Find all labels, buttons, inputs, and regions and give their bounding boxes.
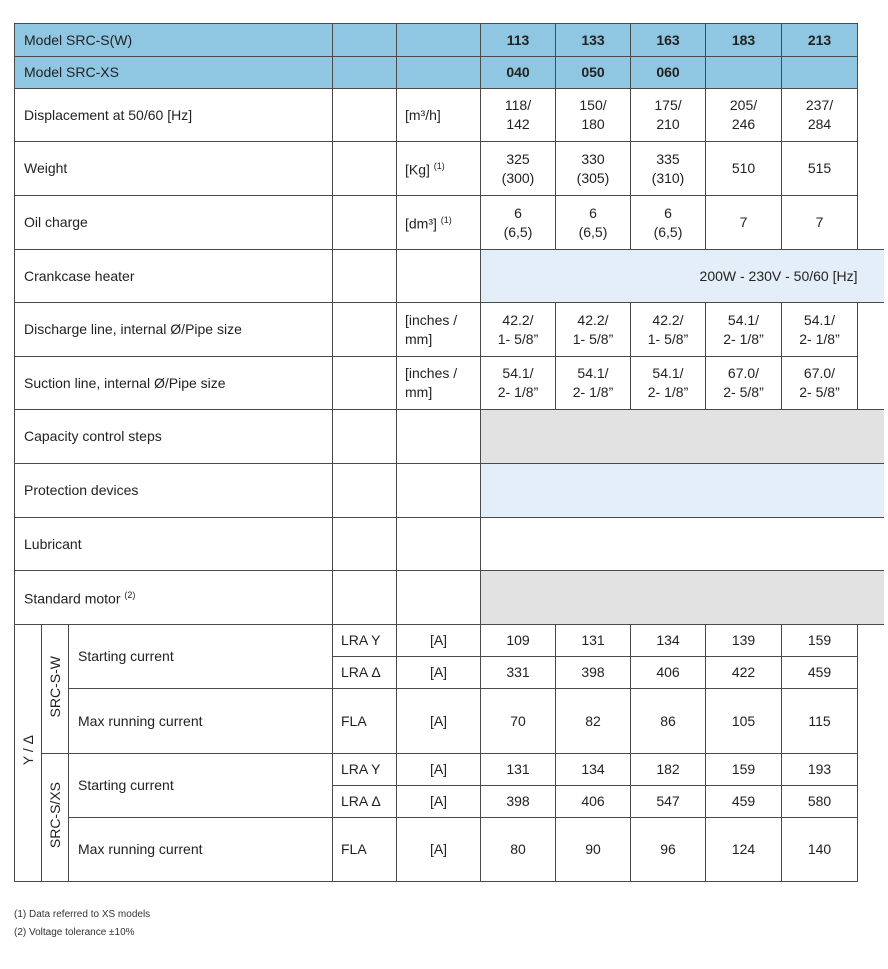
empty-cell bbox=[397, 57, 481, 89]
empty-cell bbox=[333, 196, 397, 250]
cell-text: 2- 5/8” bbox=[799, 384, 840, 400]
row-capacity bbox=[15, 410, 884, 464]
code-cell: LRA Δ bbox=[333, 786, 397, 818]
cell-text: (2) bbox=[124, 590, 136, 601]
empty-cell bbox=[333, 24, 397, 57]
cell-text: 142 bbox=[506, 116, 530, 132]
cell-text: [inches / bbox=[405, 311, 458, 328]
cell-text: (310) bbox=[651, 169, 685, 186]
unit-cell bbox=[397, 357, 481, 410]
cell-text: 237/ bbox=[805, 97, 834, 113]
code-cell: LRA Δ bbox=[333, 657, 397, 689]
cell-text: [Kg] bbox=[405, 161, 430, 178]
unit-cell bbox=[397, 89, 481, 142]
row-srcsw-lra-y bbox=[15, 625, 884, 657]
value-cell bbox=[631, 303, 706, 357]
unit-cell bbox=[397, 142, 481, 196]
cell-text: 2- 1/8” bbox=[799, 330, 840, 347]
unit-cell bbox=[397, 196, 481, 250]
value-cell bbox=[782, 89, 858, 142]
cell-text: Y / Δ bbox=[19, 735, 36, 766]
cell-text: 6 bbox=[664, 204, 672, 221]
y-delta-label bbox=[15, 625, 42, 882]
cell-text: 515 bbox=[807, 160, 832, 176]
row-displacement bbox=[15, 89, 884, 142]
value-cell bbox=[782, 57, 858, 89]
empty-cell bbox=[397, 464, 481, 518]
empty-cell bbox=[333, 303, 397, 357]
unit-cell: [A] bbox=[397, 657, 481, 689]
value-cell: 159 bbox=[782, 625, 858, 657]
code-cell: FLA bbox=[333, 818, 397, 882]
cell-text: [dm³] bbox=[405, 215, 437, 232]
empty-cell bbox=[858, 196, 884, 250]
cell-text: 54.1/ bbox=[502, 365, 534, 381]
value-cell: 133 bbox=[556, 24, 631, 57]
cell-text: mm] bbox=[405, 330, 433, 347]
row-lubricant bbox=[15, 518, 884, 571]
value-cell: 70 bbox=[481, 689, 556, 754]
cell-text: 7 bbox=[739, 214, 748, 230]
value-cell bbox=[631, 357, 706, 410]
value-cell: 131 bbox=[556, 625, 631, 657]
cell-text: 42.2/ bbox=[502, 311, 534, 328]
unit-cell: [A] bbox=[397, 754, 481, 786]
value-cell: 90 bbox=[556, 818, 631, 882]
footnote-2: (2) Voltage tolerance ±10% bbox=[14, 927, 135, 938]
cell-text: 2- 1/8” bbox=[572, 384, 614, 400]
row-oil bbox=[15, 196, 884, 250]
value-cell: 050 bbox=[556, 57, 631, 89]
value-cell: 80 bbox=[481, 818, 556, 882]
cell-text: 67.0/ bbox=[803, 365, 836, 381]
empty-cell bbox=[858, 818, 884, 882]
cell-text: (6,5) bbox=[653, 223, 683, 240]
row-label: Starting current bbox=[69, 754, 333, 818]
crankcase-value: 200W - 230V - 50/60 [Hz] bbox=[481, 250, 884, 303]
cell-text: 1- 5/8” bbox=[647, 330, 689, 347]
cell-text: 246 bbox=[731, 116, 756, 132]
value-cell: 82 bbox=[556, 689, 631, 754]
unit-cell: [A] bbox=[397, 689, 481, 754]
value-cell: 182 bbox=[631, 754, 706, 786]
row-srcsw-fla bbox=[15, 689, 884, 754]
empty-cell bbox=[858, 689, 884, 754]
value-cell: 134 bbox=[631, 625, 706, 657]
cell-text: 2- 1/8” bbox=[723, 330, 764, 347]
value-cell: 213 bbox=[782, 24, 858, 57]
footnote-1: (1) Data referred to XS models bbox=[14, 909, 151, 920]
cell-text: 6 bbox=[514, 204, 522, 221]
empty-cell bbox=[397, 571, 481, 625]
empty-cell bbox=[858, 303, 884, 357]
cell-text: (1) bbox=[433, 161, 445, 172]
value-cell: 547 bbox=[631, 786, 706, 818]
empty-cell bbox=[333, 410, 397, 464]
empty-cell bbox=[858, 357, 884, 410]
value-cell: 113 bbox=[481, 24, 556, 57]
cell-text: 335 bbox=[656, 150, 680, 167]
value-cell: 406 bbox=[556, 786, 631, 818]
value-cell bbox=[481, 89, 556, 142]
cell-text: 210 bbox=[656, 116, 680, 132]
value-cell bbox=[631, 142, 706, 196]
empty-cell bbox=[858, 786, 884, 818]
value-cell: 193 bbox=[782, 754, 858, 786]
row-label: Oil charge bbox=[15, 196, 333, 250]
empty-cell bbox=[333, 142, 397, 196]
cell-text: [inches / bbox=[405, 365, 458, 381]
code-cell: LRA Y bbox=[333, 625, 397, 657]
empty-cell bbox=[858, 24, 884, 57]
empty-cell bbox=[858, 657, 884, 689]
row-srcsxs-lra-y bbox=[15, 754, 884, 786]
cell-text: 42.2/ bbox=[577, 311, 609, 328]
row-label: Discharge line, internal Ø/Pipe size bbox=[15, 303, 333, 357]
cell-text: 54.1/ bbox=[727, 311, 760, 328]
value-cell bbox=[556, 196, 631, 250]
empty-cell bbox=[858, 625, 884, 657]
unit-cell: [A] bbox=[397, 818, 481, 882]
value-cell bbox=[481, 357, 556, 410]
value-cell bbox=[556, 303, 631, 357]
value-cell: 124 bbox=[706, 818, 782, 882]
row-label bbox=[15, 518, 333, 571]
empty-cell bbox=[333, 464, 397, 518]
cell-text: 42.2/ bbox=[652, 311, 684, 328]
row-label: Weight bbox=[15, 142, 333, 196]
cell-text: 54.1/ bbox=[577, 365, 609, 381]
cell-text: 54.1/ bbox=[652, 365, 684, 381]
value-cell: 459 bbox=[706, 786, 782, 818]
cell-text: Capacity control steps bbox=[24, 428, 162, 444]
value-cell bbox=[556, 357, 631, 410]
unit-cell: [A] bbox=[397, 625, 481, 657]
cell-text: 54.1/ bbox=[803, 311, 836, 328]
value-cell bbox=[556, 89, 631, 142]
value-cell: 134 bbox=[556, 754, 631, 786]
cell-text: 284 bbox=[807, 116, 832, 132]
cell-text: 1- 5/8” bbox=[572, 330, 614, 347]
cell-text: (1) bbox=[440, 215, 452, 226]
value-cell: 109 bbox=[481, 625, 556, 657]
cell-text: (6,5) bbox=[503, 223, 533, 240]
empty-cell bbox=[333, 89, 397, 142]
cell-text: 2- 1/8” bbox=[647, 384, 689, 400]
row-label bbox=[15, 464, 333, 518]
header-row-srcxs bbox=[15, 57, 884, 89]
value-cell: 422 bbox=[706, 657, 782, 689]
value-cell: 139 bbox=[706, 625, 782, 657]
row-crankcase bbox=[15, 250, 884, 303]
empty-cell bbox=[333, 571, 397, 625]
cell-text: 510 bbox=[731, 160, 756, 176]
value-cell bbox=[782, 357, 858, 410]
cell-text: 150/ bbox=[579, 97, 607, 113]
row-discharge bbox=[15, 303, 884, 357]
lubricant-value bbox=[481, 518, 884, 571]
cell-text: 205/ bbox=[729, 97, 758, 113]
series-label bbox=[42, 754, 69, 882]
value-cell bbox=[706, 89, 782, 142]
empty-cell bbox=[333, 250, 397, 303]
code-cell: FLA bbox=[333, 689, 397, 754]
cell-text: 180 bbox=[581, 116, 605, 132]
row-label: Max running current bbox=[69, 818, 333, 882]
value-cell bbox=[782, 303, 858, 357]
value-cell: 140 bbox=[782, 818, 858, 882]
value-cell: 398 bbox=[556, 657, 631, 689]
value-cell bbox=[481, 142, 556, 196]
row-label bbox=[15, 410, 333, 464]
spec-table bbox=[14, 23, 884, 882]
value-cell bbox=[706, 196, 782, 250]
cell-text: 1- 5/8” bbox=[497, 330, 539, 347]
value-cell bbox=[706, 357, 782, 410]
value-cell: 86 bbox=[631, 689, 706, 754]
model-label: Model SRC-XS bbox=[15, 57, 333, 89]
value-cell: 131 bbox=[481, 754, 556, 786]
row-weight bbox=[15, 142, 884, 196]
cell-text: [m³/h] bbox=[405, 106, 441, 123]
value-cell bbox=[782, 196, 858, 250]
value-cell: 163 bbox=[631, 24, 706, 57]
cell-text: (305) bbox=[576, 169, 610, 186]
empty-cell bbox=[397, 250, 481, 303]
row-motor bbox=[15, 571, 884, 625]
cell-text: (6,5) bbox=[578, 223, 608, 240]
capacity-value bbox=[481, 410, 884, 464]
value-cell: 060 bbox=[631, 57, 706, 89]
unit-cell bbox=[397, 303, 481, 357]
value-cell bbox=[631, 196, 706, 250]
empty-cell bbox=[397, 410, 481, 464]
value-cell: 398 bbox=[481, 786, 556, 818]
cell-text: 118/ bbox=[504, 97, 532, 113]
cell-text: 325 bbox=[506, 150, 530, 167]
header-row-srcsw bbox=[15, 24, 884, 57]
empty-cell bbox=[858, 142, 884, 196]
empty-cell bbox=[858, 57, 884, 89]
row-srcsxs-fla bbox=[15, 818, 884, 882]
value-cell: 459 bbox=[782, 657, 858, 689]
value-cell bbox=[631, 89, 706, 142]
value-cell: 115 bbox=[782, 689, 858, 754]
cell-text: (300) bbox=[501, 169, 535, 186]
row-suction bbox=[15, 357, 884, 410]
value-cell: 331 bbox=[481, 657, 556, 689]
value-cell: 580 bbox=[782, 786, 858, 818]
empty-cell bbox=[333, 57, 397, 89]
value-cell bbox=[556, 142, 631, 196]
cell-text: 175/ bbox=[654, 97, 682, 113]
protection-value bbox=[481, 464, 884, 518]
value-cell: 040 bbox=[481, 57, 556, 89]
code-cell: LRA Y bbox=[333, 754, 397, 786]
cell-text: 330 bbox=[581, 150, 605, 167]
empty-cell bbox=[858, 754, 884, 786]
cell-text: Standard motor bbox=[24, 590, 121, 607]
row-label: Suction line, internal Ø/Pipe size bbox=[15, 357, 333, 410]
cell-text: 67.0/ bbox=[727, 365, 760, 381]
value-cell bbox=[782, 142, 858, 196]
row-label: Max running current bbox=[69, 689, 333, 754]
cell-text: SRC-S/XS bbox=[46, 781, 63, 849]
cell-text: 2- 5/8” bbox=[723, 384, 764, 400]
value-cell: 406 bbox=[631, 657, 706, 689]
series-label bbox=[42, 625, 69, 754]
value-cell bbox=[706, 303, 782, 357]
row-label: Starting current bbox=[69, 625, 333, 689]
cell-text: 7 bbox=[815, 214, 824, 230]
cell-text: Protection devices bbox=[24, 482, 139, 498]
empty-cell bbox=[397, 24, 481, 57]
cell-text: mm] bbox=[405, 384, 433, 400]
cell-text: 6 bbox=[589, 204, 597, 221]
empty-cell bbox=[333, 357, 397, 410]
unit-cell: [A] bbox=[397, 786, 481, 818]
value-cell bbox=[706, 57, 782, 89]
value-cell bbox=[481, 196, 556, 250]
motor-value bbox=[481, 571, 884, 625]
row-label: Crankcase heater bbox=[15, 250, 333, 303]
empty-cell bbox=[333, 518, 397, 571]
empty-cell bbox=[858, 89, 884, 142]
model-label: Model SRC-S(W) bbox=[15, 24, 333, 57]
cell-text: 2- 1/8” bbox=[497, 384, 539, 400]
value-cell bbox=[706, 142, 782, 196]
value-cell bbox=[481, 303, 556, 357]
row-label bbox=[15, 571, 333, 625]
value-cell: 159 bbox=[706, 754, 782, 786]
empty-cell bbox=[397, 518, 481, 571]
cell-text: SRC-S-W bbox=[46, 655, 63, 718]
value-cell: 105 bbox=[706, 689, 782, 754]
value-cell: 183 bbox=[706, 24, 782, 57]
value-cell: 96 bbox=[631, 818, 706, 882]
row-protection bbox=[15, 464, 884, 518]
cell-text: Lubricant bbox=[24, 535, 82, 552]
row-label: Displacement at 50/60 [Hz] bbox=[15, 89, 333, 142]
